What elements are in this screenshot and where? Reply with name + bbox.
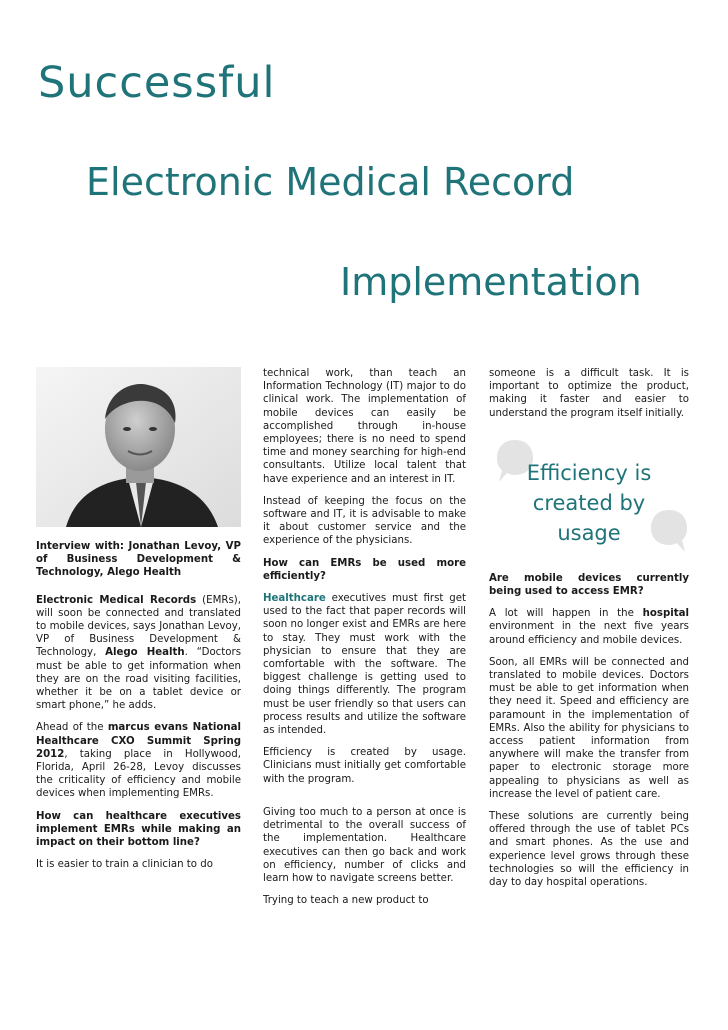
paragraph [489,607,689,647]
paragraph [36,721,241,800]
paragraph: It is easier to train a clinician to do [36,859,213,871]
text-run: Ahead of the [36,722,108,734]
interview-credit: Interview with: Jonathan Levoy, VP of Business Development & Technology, Alego Health [36,541,241,579]
pull-quote [489,438,689,558]
text-run: , taking place in Hollywood, Florida, April 26-28, Levoy discusses the criticality of efficiency and mobile devices when implementing EMRs. [36,748,241,800]
column-1 [36,540,241,880]
highlight-phrase: Healthcare [263,593,326,605]
question-heading: Are mobile devices currently being used to access EMR? [489,572,689,598]
title-line-emr: Electronic Medical Record [86,160,575,204]
text-run: executives must first get used to the fact that paper records will soon no longer exist and EMRs are here to stay. They must work with the physician to ensure that they are comfortable with the software. The biggest challenge is getting used to doing things differently. The program must be user friendly so that users can process results and utilize the software as intended. [263,593,466,737]
text-run: A lot will happen in the [489,608,643,620]
paragraph: Trying to teach a new product to [263,895,429,907]
text-run: . “Doctors must be able to get information when they are on the road visiting facilities, whether it be on a tablet device or smart phone,” he adds. [36,647,241,712]
paragraph: Soon, all EMRs will be connected and translated to mobile devices. Doctors must be able to get information when they need it. Speed and efficiency are paramount in the implementation of EMRs. Also the ability for physicians to access patient information from anywhere will make the transfer from paper to electronic storage more appealing to physicians as well as increase the level of patient care. [489,656,689,800]
bold-phrase: marcus evans National Healthcare CXO Summit Spring 2012 [36,722,241,760]
pull-quote-line: usage [557,520,621,545]
column-3 [489,367,689,898]
paragraph: technical work, than teach an Information Technology (IT) major to do clinical work. The implementation of mobile devices can easily be accomplished through in-house employees; there is no need to spend time and money searching for high-end consultants. Utilize local talent that have experience and an interest in IT. [263,368,466,485]
bold-phrase: Electronic Medical Records [36,594,197,606]
bold-phrase: Alego Health [105,647,185,659]
title-line-successful: Successful [38,58,276,108]
pull-quote-line: Efficiency is [526,460,652,485]
pull-quote-text [489,458,689,548]
paragraph: These solutions are currently being offered through the use of tablet PCs and smart phones. As the use and experience level grows through these technologies so will the efficiency in day to day hospital operations. [489,811,689,889]
paragraph [36,594,241,713]
column-2 [263,367,466,916]
text-run: environment in the next five years around efficiency and mobile devices. [489,621,689,646]
pull-quote-line: created by [532,490,646,515]
question-heading: How can EMRs be used more efficiently? [263,557,466,582]
paragraph: someone is a difficult task. It is important to optimize the product, making it faster and easier to understand the program itself initially. [489,368,689,419]
paragraph [263,592,466,737]
paragraph: Instead of keeping the focus on the software and IT, it is advisable to make it about customer service and the experience of the physicians. [263,495,466,547]
bold-phrase: hospital [642,608,689,620]
portrait-photo [36,367,241,527]
title-line-implementation: Implementation [340,260,642,304]
paragraph: Giving too much to a person at once is detrimental to the overall success of the implementation. Healthcare executives can then go back and work on efficiency, number of clicks and learn how to navigate screens better. [263,806,466,884]
text-run: (EMRs), will soon be connected and translated to mobile devices, says Jonathan Levoy, VP of Business Development & Technology, [36,594,241,659]
paragraph: Efficiency is created by usage. Clinicians must initially get comfortable with the program. [263,747,466,785]
question-heading: How can healthcare executives implement EMRs while making an impact on their bottom line? [36,810,241,849]
